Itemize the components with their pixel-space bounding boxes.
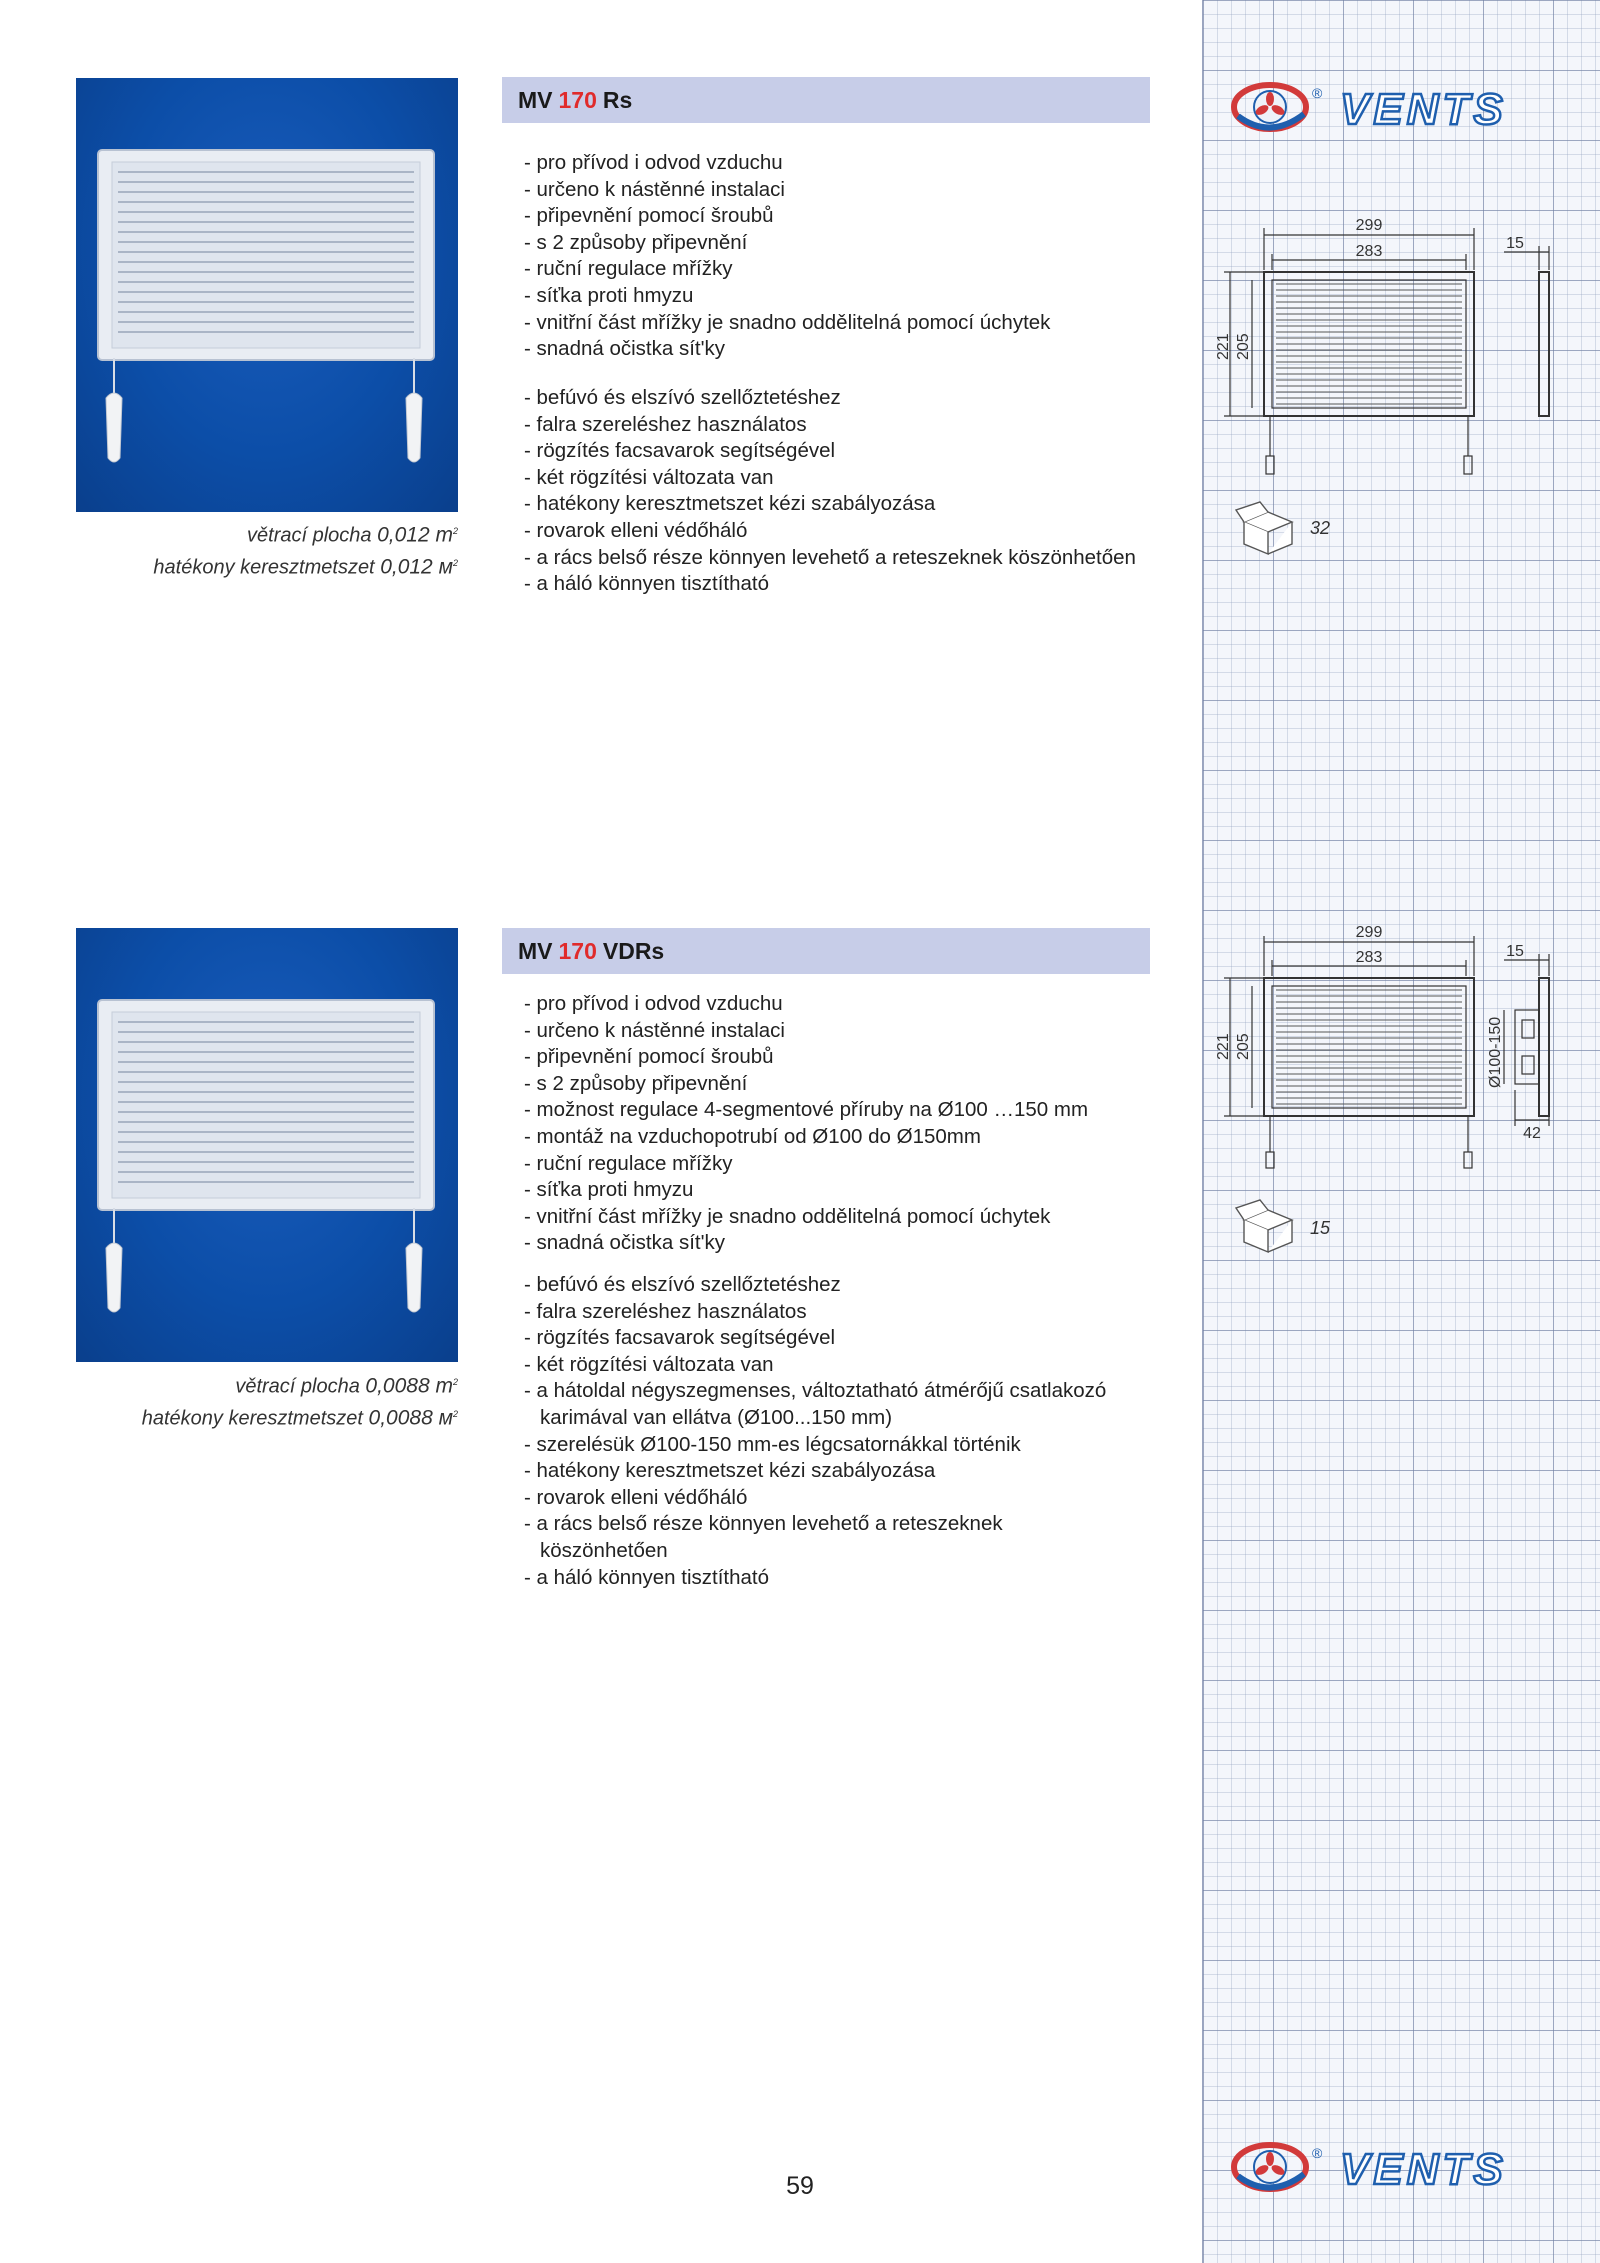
svg-text:®: ® bbox=[1312, 85, 1323, 101]
feature-item: - vnitřní část mřížky je snadno oddělitelná pomocí úchytek bbox=[524, 1204, 1051, 1228]
feature-item: - určeno k nástěnné instalaci bbox=[524, 1018, 785, 1042]
svg-text:205: 205 bbox=[1235, 1033, 1252, 1060]
feature-item: - befúvó és elszívó szellőztetéshez bbox=[524, 1273, 841, 1296]
svg-text:15: 15 bbox=[1310, 1218, 1331, 1238]
feature-item: - két rögzítési változata van bbox=[524, 465, 774, 489]
feature-list-cz-mv170vdrs bbox=[524, 991, 1154, 1257]
svg-text:15: 15 bbox=[1506, 943, 1524, 960]
area-caption-mv170rs: větrací plocha 0,012 $m^2$ hatékony keresztmetszet 0,012 $м^2$ bbox=[153, 523, 458, 579]
svg-text:32: 32 bbox=[1310, 518, 1331, 538]
feature-item: - befúvó és elszívó szellőztetéshez bbox=[524, 386, 841, 409]
svg-text:299: 299 bbox=[1355, 924, 1383, 941]
feature-item: - určeno k nástěnné instalaci bbox=[524, 177, 785, 201]
feature-list-hu-mv170vdrs bbox=[524, 1272, 1114, 1591]
feature-item: - snadná očistka sít'ky bbox=[524, 337, 726, 361]
feature-item: - szerelésük Ø100-150 mm-es légcsatornákkal történik bbox=[524, 1432, 1021, 1456]
svg-text:42: 42 bbox=[1523, 1125, 1541, 1142]
feature-item: - rögzítés facsavarok segítségével bbox=[524, 1326, 836, 1350]
feature-item: - rögzítés facsavarok segítségével bbox=[524, 439, 836, 463]
feature-item: - a rács belső része könnyen levehető a reteszeknek köszönhetően bbox=[524, 1512, 1003, 1562]
vents-logo-top bbox=[1228, 78, 1568, 134]
feature-item: - síťka proti hmyzu bbox=[524, 1178, 694, 1202]
feature-item: - vnitřní část mřížky je snadno oddělitelná pomocí úchytek bbox=[524, 310, 1051, 334]
feature-item: - ruční regulace mřížky bbox=[524, 257, 733, 281]
svg-text:221: 221 bbox=[1215, 1033, 1232, 1060]
svg-text:283: 283 bbox=[1355, 949, 1383, 966]
feature-item: - s 2 způsoby připevnění bbox=[524, 1071, 748, 1095]
svg-text:205: 205 bbox=[1235, 333, 1252, 360]
feature-item: - pro přívod i odvod vzduchu bbox=[524, 992, 783, 1015]
svg-text:299: 299 bbox=[1355, 217, 1383, 234]
feature-item: - a rács belső része könnyen levehető a reteszeknek köszönhetően bbox=[524, 545, 1136, 569]
product-title-mv170rs: MV 170 Rs bbox=[502, 77, 1150, 123]
feature-item: - a hátoldal négyszegmenses, változtatható átmérőjű csatlakozó karimával van ellátva (Ø100...150 mm) bbox=[524, 1379, 1107, 1429]
feature-item: - hatékony keresztmetszet kézi szabályozása bbox=[524, 492, 936, 516]
feature-item: - připevnění pomocí šroubů bbox=[524, 204, 774, 228]
feature-item: - snadná očistka sít'ky bbox=[524, 1231, 726, 1255]
feature-item: - síťka proti hmyzu bbox=[524, 283, 694, 307]
product-photo-mv170vdrs bbox=[76, 928, 458, 1362]
feature-item: - két rögzítési változata van bbox=[524, 1352, 774, 1376]
feature-item: - s 2 způsoby připevnění bbox=[524, 230, 748, 254]
svg-text:®: ® bbox=[1312, 2145, 1323, 2161]
vents-logo-bottom bbox=[1228, 2138, 1568, 2194]
product-title-mv170vdrs: MV 170 VDRs bbox=[502, 928, 1150, 974]
feature-item: - a háló könnyen tisztítható bbox=[524, 1565, 770, 1589]
feature-item: - rovarok elleni védőháló bbox=[524, 518, 748, 542]
feature-list-hu-mv170rs bbox=[524, 385, 1154, 598]
svg-text:VENTS: VENTS bbox=[1340, 85, 1507, 134]
feature-item: - hatékony keresztmetszet kézi szabályozása bbox=[524, 1459, 936, 1483]
product-photo-mv170rs bbox=[76, 78, 458, 512]
package-box-icon bbox=[1236, 502, 1292, 554]
technical-drawing-mv170vdrs bbox=[1210, 920, 1590, 1260]
feature-item: - možnost regulace 4-segmentové příruby na Ø100 …150 mm bbox=[524, 1098, 1089, 1122]
technical-drawing-mv170rs bbox=[1210, 210, 1590, 570]
svg-text:Ø100-150: Ø100-150 bbox=[1487, 1016, 1504, 1088]
area-caption-mv170vdrs: větrací plocha 0,0088 $m^2$ hatékony keresztmetszet 0,0088 $м^2$ bbox=[141, 1374, 458, 1430]
feature-list-cz-mv170rs bbox=[524, 150, 1154, 363]
feature-item: - falra szereléshez használatos bbox=[524, 1299, 807, 1323]
feature-item: - připevnění pomocí šroubů bbox=[524, 1045, 774, 1069]
page-number: 59 bbox=[786, 2172, 814, 2200]
feature-item: - ruční regulace mřížky bbox=[524, 1151, 733, 1175]
feature-item: - montáž na vzduchopotrubí od Ø100 do Ø150mm bbox=[524, 1124, 981, 1148]
feature-item: - rovarok elleni védőháló bbox=[524, 1485, 748, 1509]
svg-text:15: 15 bbox=[1506, 235, 1524, 252]
feature-item: - a háló könnyen tisztítható bbox=[524, 572, 770, 596]
feature-item: - falra szereléshez használatos bbox=[524, 412, 807, 436]
svg-text:221: 221 bbox=[1215, 333, 1232, 360]
svg-text:VENTS: VENTS bbox=[1340, 2145, 1507, 2194]
svg-text:283: 283 bbox=[1355, 243, 1383, 260]
package-box-icon bbox=[1236, 1200, 1292, 1252]
feature-item: - pro přívod i odvod vzduchu bbox=[524, 151, 783, 174]
